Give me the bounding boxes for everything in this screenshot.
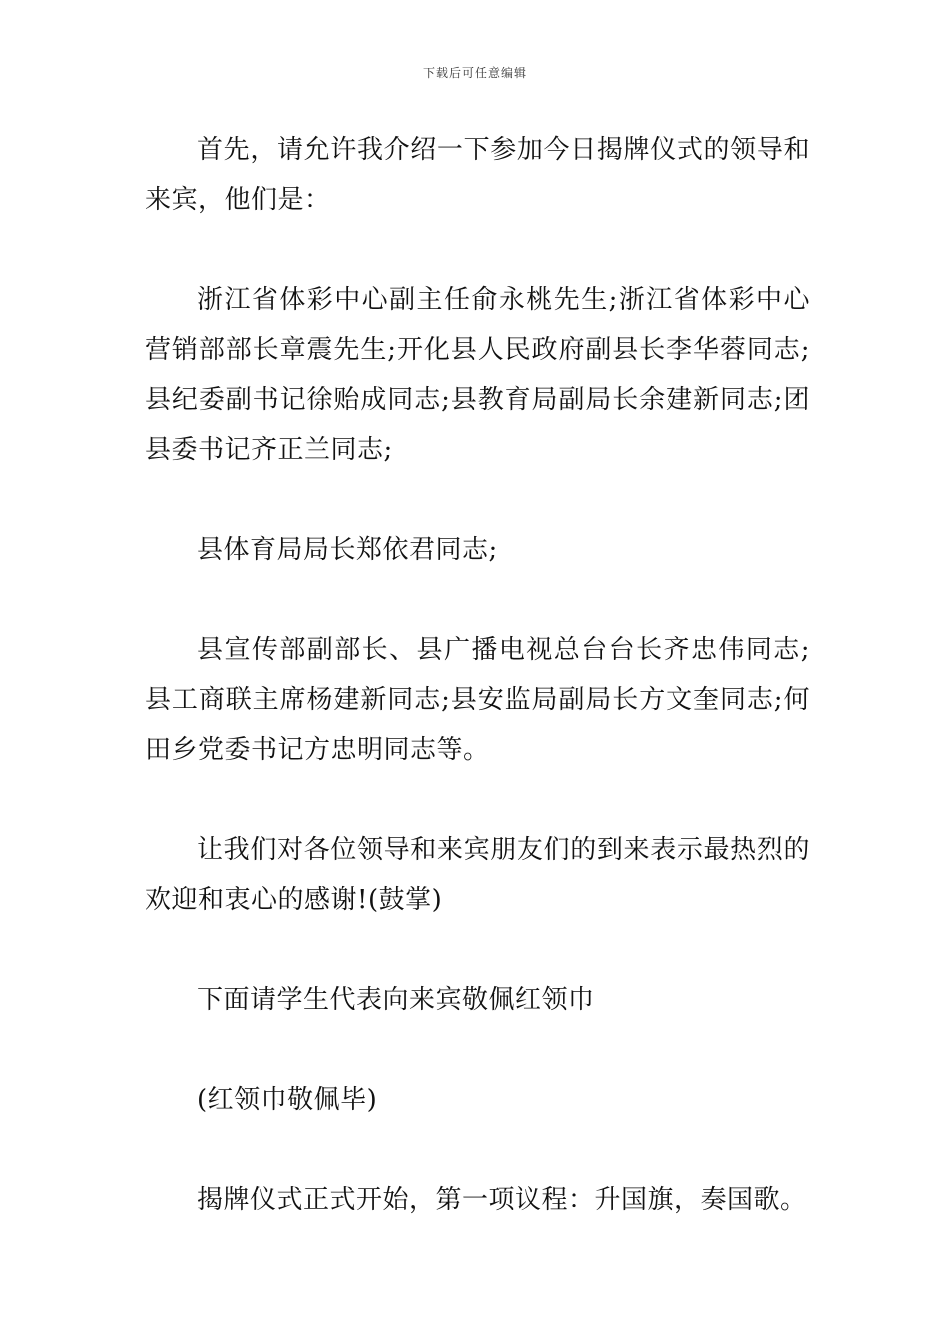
- paragraph-guests-provincial: 浙江省体彩中心副主任俞永桃先生;浙江省体彩中心营销部部长章震先生;开化县人民政府副县长李华蓉同志;县纪委副书记徐贻成同志;县教育局副局长余建新同志;团县委书记齐正兰同志;: [145, 285, 810, 465]
- document-body: [145, 125, 810, 1225]
- paragraph-intro: 首先，请允许我介绍一下参加今日揭牌仪式的领导和来宾，他们是：: [145, 135, 810, 215]
- header-note: 下载后可任意编辑: [422, 66, 527, 80]
- paragraph-red-scarf: 下面请学生代表向来宾敬佩红领巾: [197, 985, 595, 1015]
- paragraph-red-scarf-done: (红领巾敬佩毕): [197, 1085, 378, 1115]
- paragraph-guests-sports-bureau: 县体育局局长郑依君同志;: [197, 535, 498, 565]
- paragraph-welcome: 让我们对各位领导和来宾朋友们的到来表示最热烈的欢迎和衷心的感谢!(鼓掌): [145, 835, 810, 915]
- paragraph-ceremony-start: 揭牌仪式正式开始，第一项议程：升国旗，奏国歌。: [197, 1185, 807, 1215]
- paragraph-guests-county: 县宣传部副部长、县广播电视总台台长齐忠伟同志;县工商联主席杨建新同志;县安监局副局长方文奎同志;何田乡党委书记方忠明同志等。: [145, 635, 810, 765]
